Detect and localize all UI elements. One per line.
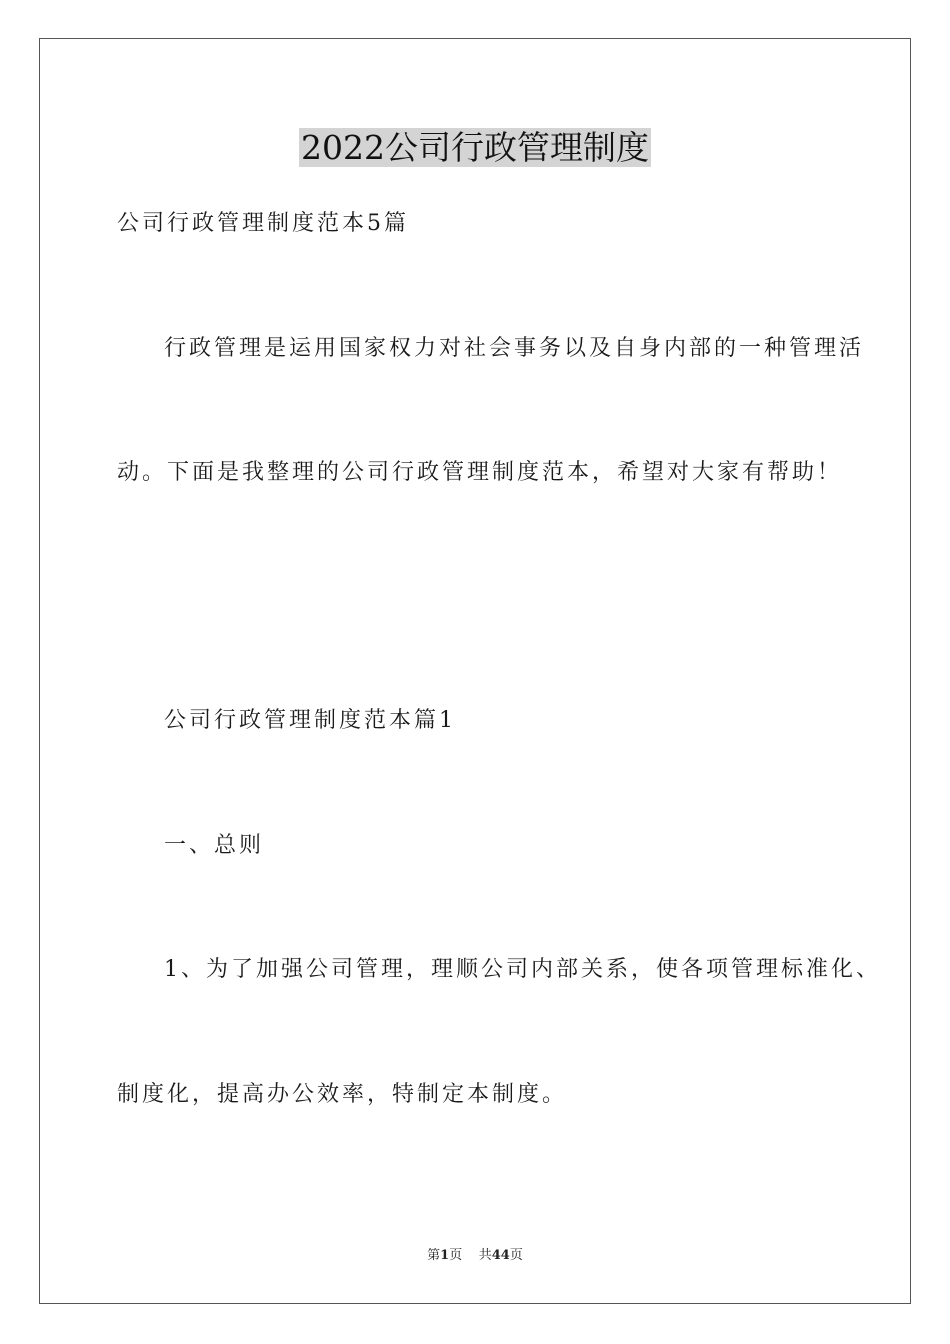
footer-total-suffix: 页: [509, 1248, 523, 1263]
document-subtitle: 公司行政管理制度范本5篇: [117, 211, 409, 236]
intro-paragraph-line-2: 动。下面是我整理的公司行政管理制度范本，希望对大家有帮助！: [117, 460, 843, 485]
footer-page-prefix: 第: [427, 1248, 441, 1263]
clause-1-line-2: 制度化，提高办公效率，特制定本制度。: [117, 1082, 568, 1107]
chapter-heading: 一、总则: [164, 833, 265, 858]
page-footer: [0, 1246, 950, 1266]
footer-current-page: 1: [440, 1248, 450, 1263]
intro-paragraph-line-1: 行政管理是运用国家权力对社会事务以及自身内部的一种管理活: [164, 336, 865, 361]
document-title-text: 2022公司行政管理制度: [301, 128, 649, 167]
footer-page-suffix: 页: [449, 1248, 463, 1263]
section-heading: 公司行政管理制度范本篇1: [164, 708, 456, 733]
footer-total-prefix: 共: [478, 1248, 492, 1263]
document-title: [0, 124, 950, 172]
clause-1-line-1: 1、为了加强公司管理，理顺公司内部关系，使各项管理标准化、: [164, 957, 881, 982]
footer-total-pages: 44: [491, 1248, 510, 1263]
